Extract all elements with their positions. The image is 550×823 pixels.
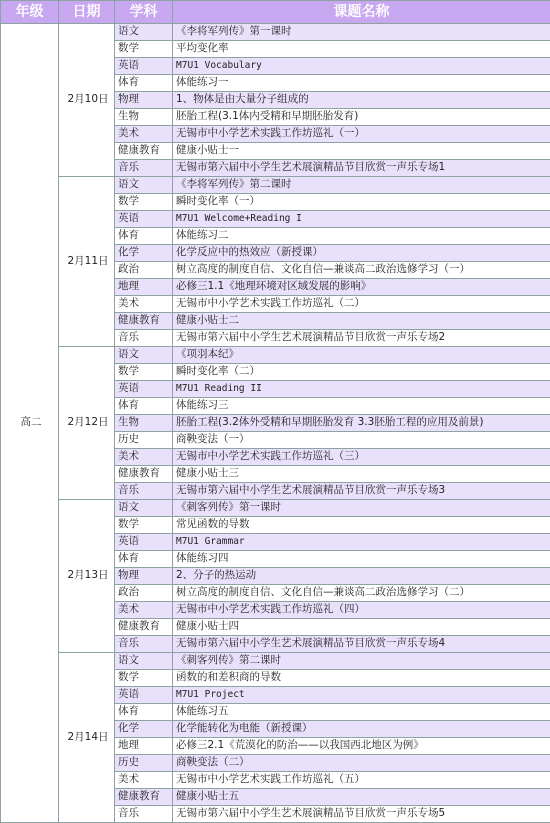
subject-cell: 美术: [115, 449, 173, 466]
header-row: [1, 1, 550, 24]
topic-cell: 健康小贴士二: [173, 313, 550, 330]
topic-cell: 必修三1.1《地理环境对区域发展的影响》: [173, 279, 550, 296]
topic-cell: M7U1 Reading II: [173, 381, 550, 398]
subject-cell: 生物: [115, 415, 173, 432]
subject-cell: 体育: [115, 75, 173, 92]
topic-cell: 无锡市中小学艺术实践工作坊巡礼（三）: [173, 449, 550, 466]
topic-cell: 商鞅变法（一）: [173, 432, 550, 449]
subject-cell: 语文: [115, 653, 173, 670]
topic-cell: 《刺客列传》第二课时: [173, 653, 550, 670]
subject-cell: 英语: [115, 211, 173, 228]
date-cell: 2月11日: [59, 177, 115, 347]
subject-cell: 数学: [115, 194, 173, 211]
subject-cell: 健康教育: [115, 789, 173, 806]
topic-cell: 无锡市第六届中小学生艺术展演精品节目欣赏一声乐专场4: [173, 636, 550, 653]
topic-cell: 胚胎工程(3.2体外受精和早期胚胎发育 3.3胚胎工程的应用及前景): [173, 415, 550, 432]
subject-cell: 物理: [115, 568, 173, 585]
topic-cell: 体能练习五: [173, 704, 550, 721]
topic-cell: 《李将军列传》第二课时: [173, 177, 550, 194]
header-topic: 课题名称: [173, 1, 550, 24]
subject-cell: 语文: [115, 347, 173, 364]
topic-cell: 体能练习三: [173, 398, 550, 415]
subject-cell: 音乐: [115, 483, 173, 500]
table-row: [1, 653, 550, 670]
date-cell: 2月12日: [59, 347, 115, 500]
subject-cell: 美术: [115, 126, 173, 143]
topic-cell: 无锡市中小学艺术实践工作坊巡礼（一）: [173, 126, 550, 143]
topic-cell: 《李将军列传》第一课时: [173, 24, 550, 41]
topic-cell: 《刺客列传》第一课时: [173, 500, 550, 517]
subject-cell: 音乐: [115, 806, 173, 823]
subject-cell: 健康教育: [115, 466, 173, 483]
subject-cell: 地理: [115, 279, 173, 296]
topic-cell: 瞬时变化率（一）: [173, 194, 550, 211]
subject-cell: 体育: [115, 704, 173, 721]
subject-cell: 音乐: [115, 330, 173, 347]
table-row: [1, 500, 550, 517]
header-subject: 学科: [115, 1, 173, 24]
subject-cell: 历史: [115, 432, 173, 449]
topic-cell: 体能练习二: [173, 228, 550, 245]
subject-cell: 美术: [115, 296, 173, 313]
topic-cell: 无锡市第六届中小学生艺术展演精品节目欣赏一声乐专场1: [173, 160, 550, 177]
topic-cell: 瞬时变化率（二）: [173, 364, 550, 381]
subject-cell: 美术: [115, 772, 173, 789]
subject-cell: 体育: [115, 398, 173, 415]
subject-cell: 体育: [115, 228, 173, 245]
topic-cell: M7U1 Project: [173, 687, 550, 704]
topic-cell: 2、分子的热运动: [173, 568, 550, 585]
topic-cell: 常见函数的导数: [173, 517, 550, 534]
topic-cell: 健康小贴士三: [173, 466, 550, 483]
topic-cell: 平均变化率: [173, 41, 550, 58]
subject-cell: 音乐: [115, 636, 173, 653]
subject-cell: 英语: [115, 381, 173, 398]
subject-cell: 物理: [115, 92, 173, 109]
topic-cell: 体能练习四: [173, 551, 550, 568]
topic-cell: 《项羽本纪》: [173, 347, 550, 364]
topic-cell: 树立高度的制度自信、文化自信—兼谈高二政治选修学习（一）: [173, 262, 550, 279]
subject-cell: 健康教育: [115, 313, 173, 330]
subject-cell: 地理: [115, 738, 173, 755]
subject-cell: 数学: [115, 517, 173, 534]
topic-cell: M7U1 Vocabulary: [173, 58, 550, 75]
subject-cell: 历史: [115, 755, 173, 772]
topic-cell: M7U1 Grammar: [173, 534, 550, 551]
subject-cell: 数学: [115, 670, 173, 687]
topic-cell: 健康小贴士一: [173, 143, 550, 160]
topic-cell: 函数的和差积商的导数: [173, 670, 550, 687]
subject-cell: 语文: [115, 500, 173, 517]
subject-cell: 健康教育: [115, 143, 173, 160]
subject-cell: 化学: [115, 721, 173, 738]
topic-cell: 胚胎工程(3.1体内受精和早期胚胎发育): [173, 109, 550, 126]
header-date: 日期: [59, 1, 115, 24]
topic-cell: 化学反应中的热效应（新授课）: [173, 245, 550, 262]
subject-cell: 英语: [115, 687, 173, 704]
topic-cell: 商鞅变法（二）: [173, 755, 550, 772]
subject-cell: 语文: [115, 177, 173, 194]
date-cell: 2月13日: [59, 500, 115, 653]
topic-cell: M7U1 Welcome+Reading I: [173, 211, 550, 228]
topic-cell: 无锡市第六届中小学生艺术展演精品节目欣赏一声乐专场5: [173, 806, 550, 823]
topic-cell: 无锡市第六届中小学生艺术展演精品节目欣赏一声乐专场3: [173, 483, 550, 500]
topic-cell: 化学能转化为电能（新授课）: [173, 721, 550, 738]
subject-cell: 英语: [115, 58, 173, 75]
topic-cell: 体能练习一: [173, 75, 550, 92]
topic-cell: 无锡市中小学艺术实践工作坊巡礼（五）: [173, 772, 550, 789]
subject-cell: 政治: [115, 262, 173, 279]
topic-cell: 必修三2.1《荒漠化的防治——以我国西北地区为例》: [173, 738, 550, 755]
topic-cell: 1、物体是由大量分子组成的: [173, 92, 550, 109]
subject-cell: 化学: [115, 245, 173, 262]
grade-cell: 高二: [1, 24, 59, 823]
subject-cell: 政治: [115, 585, 173, 602]
topic-cell: 健康小贴士四: [173, 619, 550, 636]
subject-cell: 生物: [115, 109, 173, 126]
header-grade: 年级: [1, 1, 59, 24]
subject-cell: 语文: [115, 24, 173, 41]
subject-cell: 健康教育: [115, 619, 173, 636]
table-row: [1, 24, 550, 41]
table-row: [1, 177, 550, 194]
subject-cell: 数学: [115, 41, 173, 58]
table-header: [1, 1, 550, 24]
topic-cell: 无锡市中小学艺术实践工作坊巡礼（四）: [173, 602, 550, 619]
date-cell: 2月10日: [59, 24, 115, 177]
topic-cell: 无锡市中小学艺术实践工作坊巡礼（二）: [173, 296, 550, 313]
subject-cell: 美术: [115, 602, 173, 619]
subject-cell: 英语: [115, 534, 173, 551]
table-body: [1, 24, 550, 823]
subject-cell: 音乐: [115, 160, 173, 177]
table-row: [1, 347, 550, 364]
topic-cell: 无锡市第六届中小学生艺术展演精品节目欣赏一声乐专场2: [173, 330, 550, 347]
date-cell: 2月14日: [59, 653, 115, 823]
topic-cell: 健康小贴士五: [173, 789, 550, 806]
topic-cell: 树立高度的制度自信、文化自信—兼谈高二政治选修学习（二）: [173, 585, 550, 602]
subject-cell: 数学: [115, 364, 173, 381]
subject-cell: 体育: [115, 551, 173, 568]
